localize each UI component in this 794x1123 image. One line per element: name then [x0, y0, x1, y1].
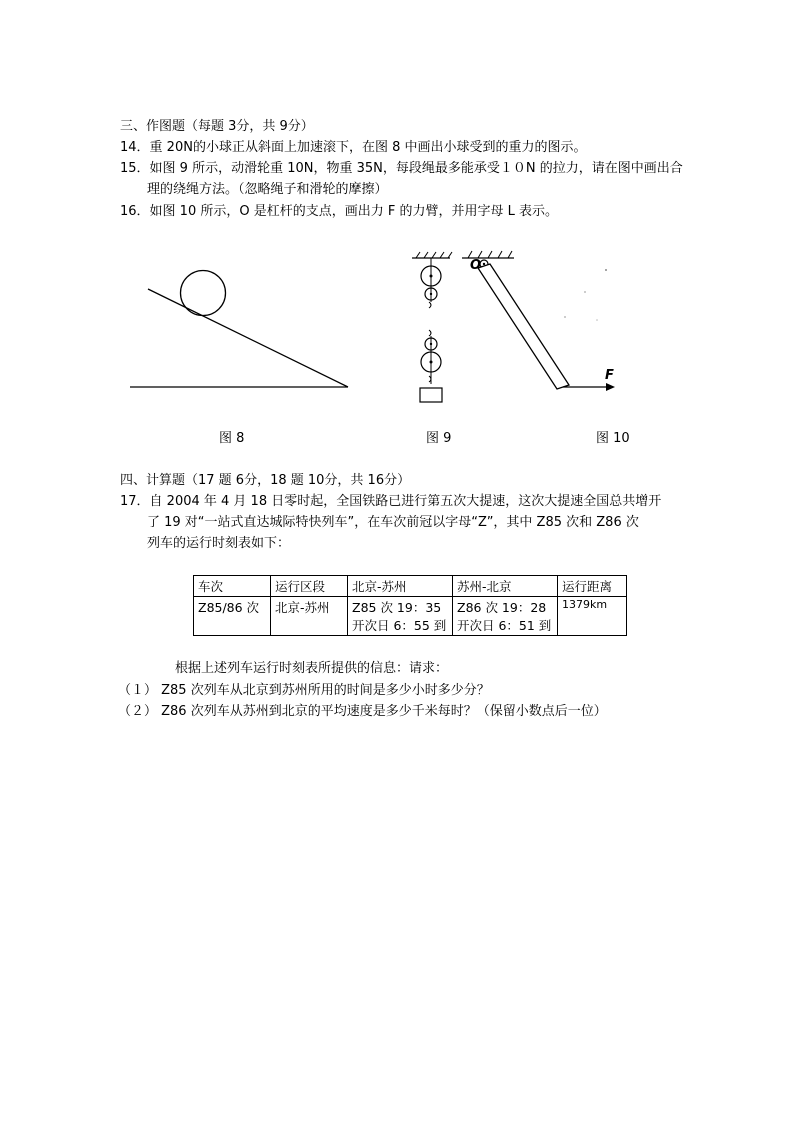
cell-bj-sz-arrive: 开次日 6：55 到: [352, 618, 447, 633]
question-15-line1: 15．如图 9 所示，动滑轮重 10N，物重 35N，每段绳最多能承受１０N 的拉力，请在图中画出合: [120, 161, 683, 176]
question-17-line2: 了 19 对“一站式直达城际特快列车”，在车次前冠以字母“Z”，其中 Z85 次和 Z86 次: [147, 515, 639, 530]
section3-title: 三、作图题（每题 3分，共 9分）: [120, 119, 314, 134]
cell-train: Z85/86 次: [194, 597, 271, 636]
question-17-line3: 列车的运行时刻表如下：: [147, 536, 291, 551]
cell-distance: 1379km: [558, 597, 627, 636]
question-14: 14．重 20N的小球正从斜面上加速滚下，在图 8 中画出小球受到的重力的图示。: [120, 140, 587, 155]
figure-10-lever: [462, 251, 615, 391]
question-17-1: （１） Z85 次列车从北京到苏州所用的时间是多少小时多少分？: [118, 683, 490, 698]
cell-sz-bj-arrive: 开次日 6：51 到: [457, 618, 552, 633]
question-15-line2: 理的绕绳方法。（忽略绳子和滑轮的摩擦）: [147, 182, 388, 197]
fig10-label-f: F: [605, 368, 614, 383]
figures-canvas: [0, 0, 794, 460]
figure-8-incline: [130, 271, 348, 388]
cell-bj-sz-depart: Z85 次 19：35: [352, 600, 442, 615]
figure-9-caption: 图 9: [426, 431, 452, 446]
header-section: 运行区段: [271, 576, 348, 597]
ball-circle: [181, 271, 226, 316]
header-train: 车次: [194, 576, 271, 597]
fig10-label-o: O: [470, 258, 482, 273]
question-17-line1: 17．自 2004 年 4 月 18 日零时起，全国铁路已进行第五次大提速，这次大提速全国总共增开: [120, 494, 662, 509]
questions-intro: 根据上述列车运行时刻表所提供的信息：请求：: [175, 661, 449, 676]
table-header-row: [194, 576, 627, 597]
timetable: [193, 575, 627, 636]
cell-sz-bj: [453, 597, 558, 636]
table-row: [194, 597, 627, 636]
figure-10-caption: 图 10: [596, 431, 630, 446]
question-17-2: （２） Z86 次列车从苏州到北京的平均速度是多少千米每时？（保留小数点后一位）: [118, 704, 607, 719]
cell-section: 北京-苏州: [271, 597, 348, 636]
cell-sz-bj-depart: Z86 次 19：28: [457, 600, 547, 615]
figure-8-caption: 图 8: [219, 431, 245, 446]
header-bj-sz: 北京-苏州: [348, 576, 453, 597]
header-distance: 运行距离: [558, 576, 627, 597]
figure-9-pulleys: [412, 252, 452, 402]
question-16: 16．如图 10 所示，O 是杠杆的支点，画出力 F 的力臂，并用字母 L 表示。: [120, 204, 558, 219]
section4-title: 四、计算题（17 题 6分，18 题 10分，共 16分）: [120, 473, 411, 488]
header-sz-bj: 苏州-北京: [453, 576, 558, 597]
cell-bj-sz: [348, 597, 453, 636]
